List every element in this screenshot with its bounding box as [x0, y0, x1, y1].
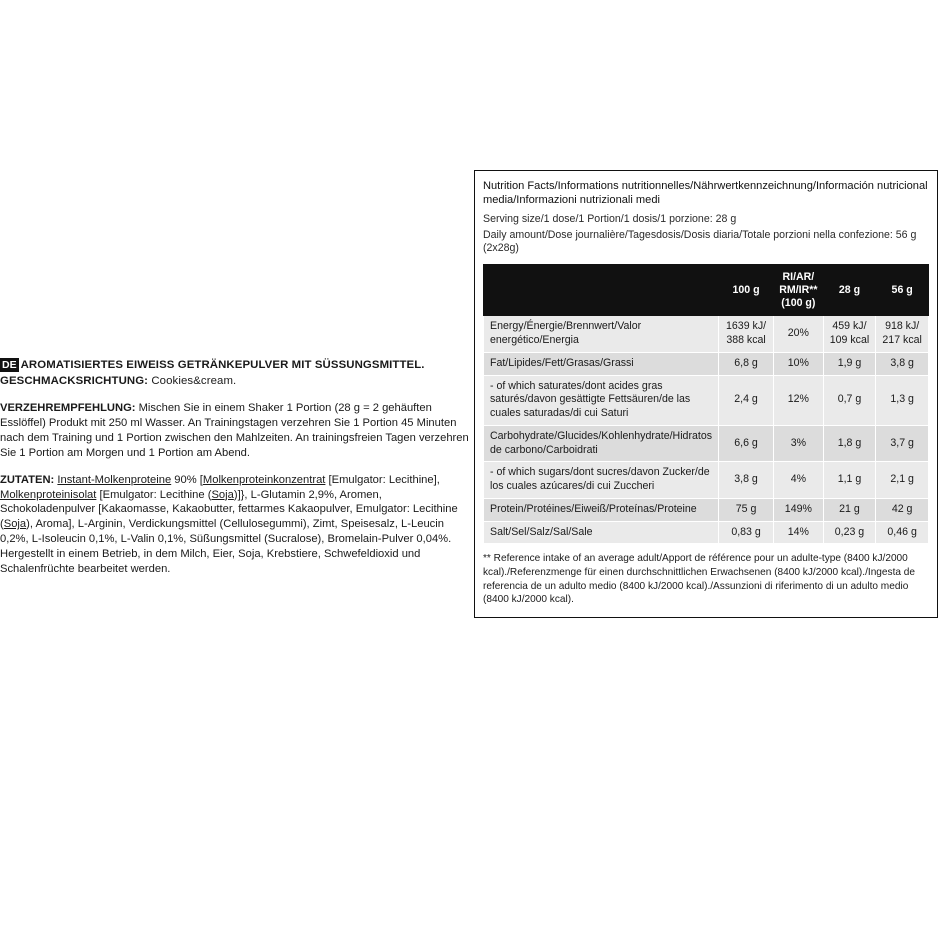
ingredient-whey-concentrate: Molkenproteinkonzentrat: [202, 473, 326, 486]
usage-label: VERZEHREMPFEHLUNG:: [0, 402, 136, 415]
table-row: [484, 352, 929, 375]
column-header-56g: 56 g: [876, 265, 929, 316]
allergen-soja-2: Soja: [3, 518, 27, 531]
row-fat-100g: 6,8 g: [719, 352, 774, 375]
row-protein-56g: 42 g: [876, 498, 929, 521]
table-row: [484, 462, 929, 499]
serving-size-line: Serving size/1 dose/1 Portion/1 dosis/1 porzione: 28 g: [483, 212, 737, 225]
row-label-saturates: - of which saturates/dont acides gras saturés/davon gesättigte Fettsäuren/de las cuales saturadas/di cui Saturi: [484, 375, 719, 425]
row-label-carbohydrate: Carbohydrate/Glucides/Kohlenhydrate/Hidratos de carbono/Carboidrati: [484, 425, 719, 462]
row-energy-28g: [823, 316, 876, 353]
row-carbohydrate-56g: 3,7 g: [876, 425, 929, 462]
daily-amount-line: Daily amount/Dose journalière/Tagesdosis/Dosis diaria/Totale porzioni nella confezione: 56 g (2x28g): [483, 228, 917, 255]
ingredients-text-d: )]}, L-Glutamin 2,9%, Aromen, Schokoladenpulver [Kakaomasse, Kakaobutter, fettarmes Kakaopulver, Emulgator: Lecithine (: [0, 488, 458, 531]
row-protein-28g: 21 g: [823, 498, 876, 521]
row-label-protein: Protein/Protéines/Eiweiß/Proteínas/Proteine: [484, 498, 719, 521]
table-header-row: [484, 265, 929, 316]
row-protein-100g: 75 g: [719, 498, 774, 521]
row-energy-100g: [719, 316, 774, 353]
row-energy-100g-kj: 1639 kJ/: [726, 320, 767, 333]
row-salt-28g: 0,23 g: [823, 521, 876, 544]
nutrition-table-head: [484, 265, 929, 316]
table-row: [484, 316, 929, 353]
column-header-100g: 100 g: [719, 265, 774, 316]
row-sugars-56g: 2,1 g: [876, 462, 929, 499]
language-headline-row: [0, 358, 470, 374]
row-energy-ri: 20%: [774, 316, 824, 353]
row-label-salt: Salt/Sel/Salz/Sal/Sale: [484, 521, 719, 544]
flavour-row: [0, 374, 470, 389]
ingredients-label: ZUTATEN:: [0, 473, 55, 486]
ri-header-line1: RI/AR/: [782, 271, 815, 284]
ingredients-text-b: [Emulgator: Lecithine],: [325, 473, 440, 486]
row-energy-56g-kcal: 217 kcal: [882, 334, 922, 347]
row-label-fat: Fat/Lipides/Fett/Grasas/Grassi: [484, 352, 719, 375]
row-salt-ri: 14%: [774, 521, 824, 544]
row-energy-100g-kcal: 388 kcal: [726, 334, 766, 347]
row-saturates-100g: 2,4 g: [719, 375, 774, 425]
allergen-soja-1: Soja: [211, 488, 234, 501]
usage-paragraph: [0, 401, 470, 461]
row-sugars-28g: 1,1 g: [823, 462, 876, 499]
row-fat-28g: 1,9 g: [823, 352, 876, 375]
column-header-nutrient: [484, 265, 719, 316]
row-fat-ri: 10%: [774, 352, 824, 375]
row-carbohydrate-28g: 1,8 g: [823, 425, 876, 462]
row-energy-28g-kj: 459 kJ/: [832, 320, 867, 333]
usage-text: Mischen Sie in einem Shaker 1 Portion (28 g = 2 gehäuften Esslöffel) Produkt mit 250 ml Wasser. An Trainingstagen verzehren Sie 1 Portion 45 Minuten nach dem Training und 1 Portion zwischen den Mahlzeiten. An trainingsfreien Tagen verzehren Sie 1 Portion am Morgen und 1 Portion am Abend.: [0, 402, 469, 459]
ingredients-text-c: [Emulgator: Lecithine (: [96, 488, 212, 501]
ingredient-whey-isolate: Molkenproteinisolat: [0, 488, 97, 501]
table-row: [484, 498, 929, 521]
row-label-sugars: - of which sugars/dont sucres/davon Zucker/de los cuales azúcares/di cui Zuccheri: [484, 462, 719, 499]
row-carbohydrate-100g: 6,6 g: [719, 425, 774, 462]
row-saturates-ri: 12%: [774, 375, 824, 425]
ingredients-text-a: 90% [: [171, 473, 203, 486]
row-saturates-56g: 1,3 g: [876, 375, 929, 425]
row-sugars-ri: 4%: [774, 462, 824, 499]
row-energy-56g: [876, 316, 929, 353]
language-badge-de: DE: [2, 359, 17, 371]
row-label-energy: Energy/Énergie/Brennwert/Valor energético/Energia: [484, 316, 719, 353]
nutrition-table: [483, 264, 929, 544]
row-fat-56g: 3,8 g: [876, 352, 929, 375]
ingredient-instant-whey: Instant-Molkenproteine: [57, 473, 172, 486]
product-headline: AROMATISIERTES EIWEISS GETRÄNKEPULVER MIT SÜSSUNGSMITTEL.: [20, 359, 425, 371]
row-energy-56g-kj: 918 kJ/: [885, 320, 920, 333]
flavour-label: GESCHMACKSRICHTUNG:: [0, 374, 149, 387]
product-info-text: [0, 358, 470, 589]
reference-intake-footnote: ** Reference intake of an average adult/Apport de référence pour un adulte-type (8400 kJ/2000 kcal)./Referenzmenge für einen durchschnittlichen Erwachsenen (8400 kJ/2000 kcal)./Ingesta de referencia de un adulto medio (8400 kJ/2000 kcal)./Assunzioni di riferimento di un adulto medio (8400 kJ/2000 kcal).: [483, 553, 916, 606]
table-row: [484, 425, 929, 462]
nutrition-table-body: [484, 316, 929, 544]
ingredients-text-e: ), Aroma], L-Arginin, Verdickungsmittel (Cellulosegummi), Zimt, Speisesalz, L-Leucin 0,2%, L-Isoleucin 0,1%, L-Valin 0,1%, Süßungsmittel (Sucralose), Bromelain-Pulver 0,04%. Hergestellt in einem Betrieb, in dem Milch, Eier, Soja, Krebstiere, Schwefeldioxid und Schalenfrüchte bearbeitet werden.: [0, 518, 452, 576]
nutrition-title: Nutrition Facts/Informations nutritionnelles/Nährwertkennzeichnung/Información nutricional media/Informazioni nutrizionali medi: [483, 180, 928, 207]
row-energy-28g-kcal: 109 kcal: [829, 334, 870, 347]
row-salt-100g: 0,83 g: [719, 521, 774, 544]
row-salt-56g: 0,46 g: [876, 521, 929, 544]
nutrition-panel: [474, 170, 938, 618]
row-sugars-100g: 3,8 g: [719, 462, 774, 499]
table-row: [484, 521, 929, 544]
ingredients-paragraph: [0, 473, 470, 577]
column-header-28g: 28 g: [823, 265, 876, 316]
row-saturates-28g: 0,7 g: [823, 375, 876, 425]
row-protein-ri: 149%: [774, 498, 824, 521]
table-row: [484, 375, 929, 425]
row-carbohydrate-ri: 3%: [774, 425, 824, 462]
ri-header-line2: RM/IR**: [779, 283, 818, 296]
ri-header-line3: (100 g): [781, 296, 816, 309]
column-header-reference-intake: [774, 265, 824, 316]
flavour-value: Cookies&cream.: [151, 374, 237, 387]
